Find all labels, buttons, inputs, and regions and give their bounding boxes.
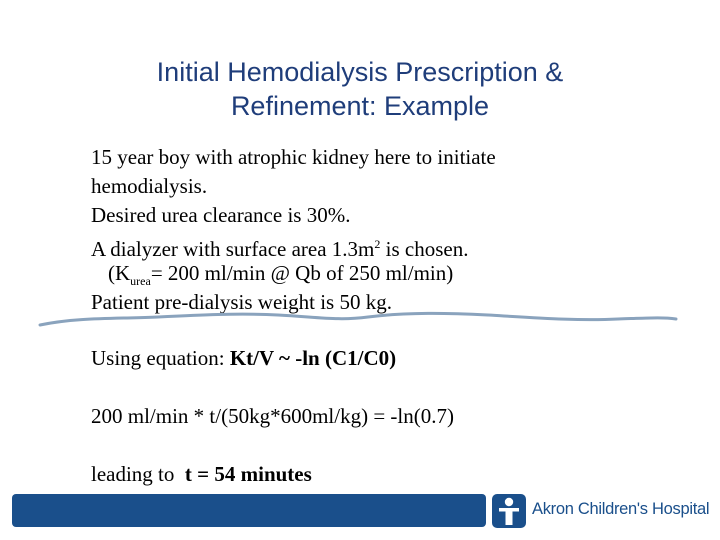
case-line-2: hemodialysis. [91, 174, 208, 198]
calculation-line: 200 ml/min * t/(50kg*600ml/kg) = -ln(0.7) [91, 404, 454, 428]
case-line-6: Patient pre-dialysis weight is 50 kg. [91, 290, 392, 314]
dialyzer-text: A dialyzer with surface area 1.3m [91, 237, 375, 261]
title-line-1: Initial Hemodialysis Prescription & [156, 57, 564, 87]
equation-formula: Kt/V ~ -ln (C1/C0) [229, 346, 397, 370]
result-value: t = 54 minutes [184, 462, 312, 486]
result-prefix: leading to [91, 462, 185, 486]
case-line-3: Desired urea clearance is 30%. [91, 203, 351, 227]
equation-line [91, 344, 396, 373]
footer-brand: Akron Children's Hospital [532, 500, 710, 518]
squared-superscript: 2 [374, 237, 381, 251]
child-figure-icon [491, 493, 527, 529]
dialyzer-text-end: is chosen. [380, 237, 469, 261]
footer-bar [12, 494, 486, 527]
title-line-2: Refinement: Example [230, 91, 490, 121]
result-line [91, 460, 312, 489]
urea-subscript: urea [130, 274, 151, 289]
equation-prefix: Using equation: [91, 346, 230, 370]
case-line-1: 15 year boy with atrophic kidney here to initiate [91, 145, 496, 169]
flow-rates: = 200 ml/min @ Qb of 250 ml/min) [150, 261, 454, 285]
k-label: (K [108, 261, 131, 285]
wavy-divider [38, 305, 678, 335]
slide-title [80, 55, 640, 123]
